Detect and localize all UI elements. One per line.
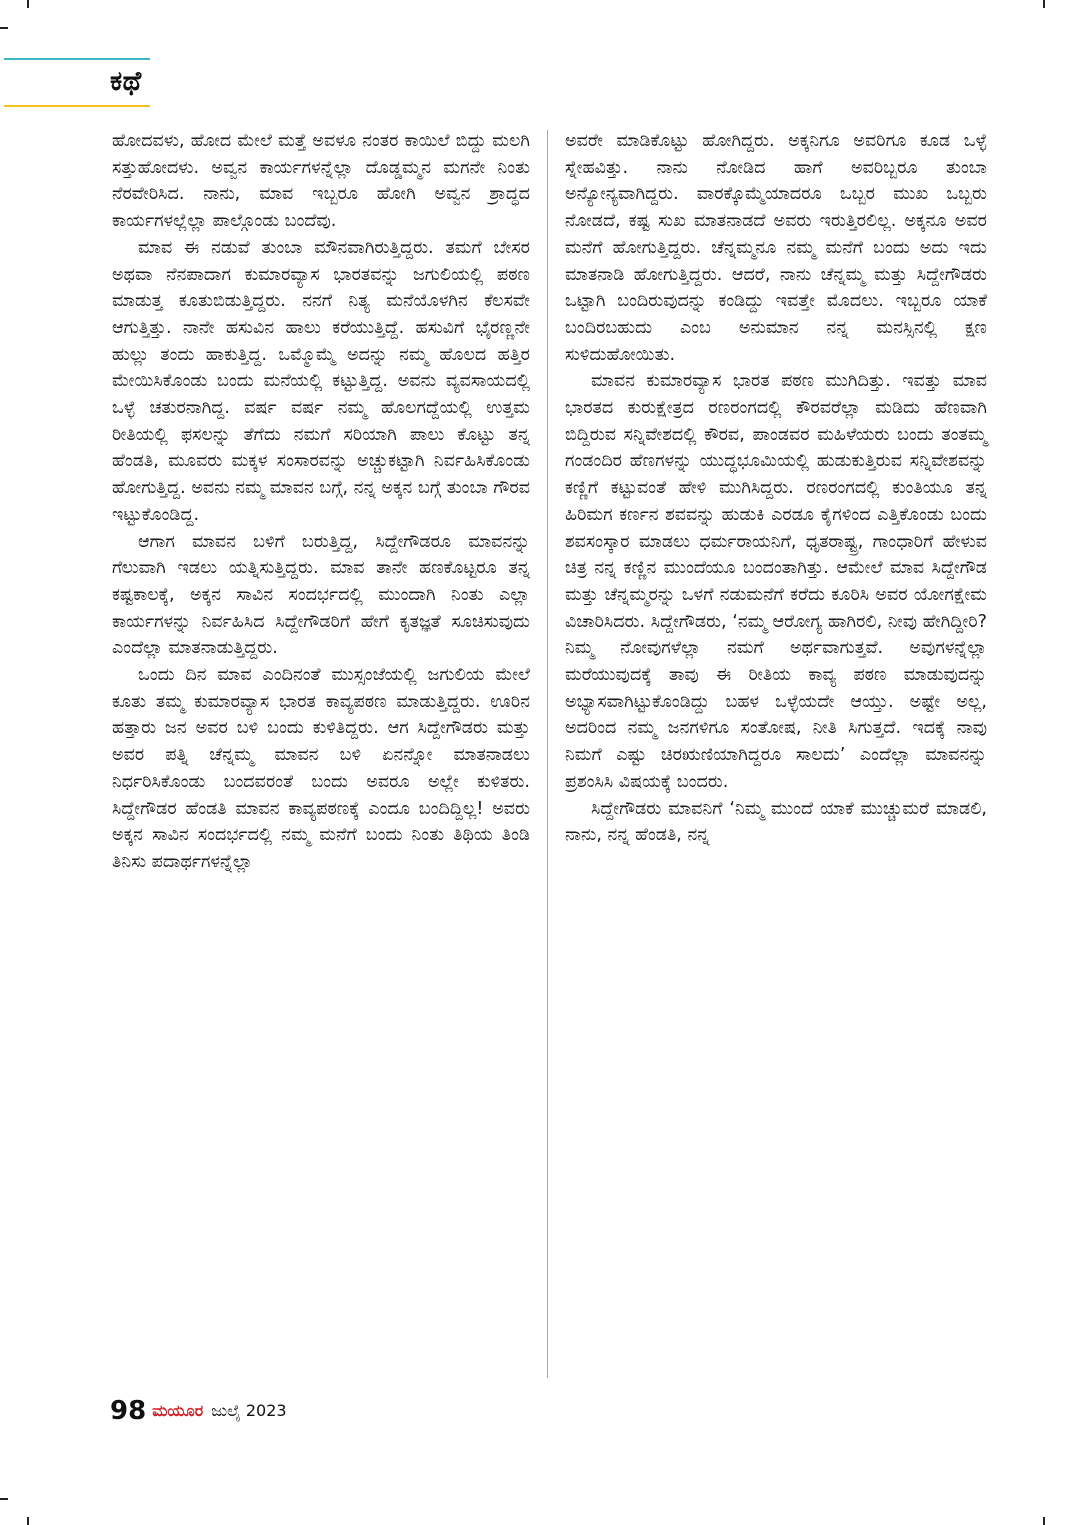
crop-mark [1043, 0, 1045, 8]
left-column [112, 128, 530, 876]
header-rule-top [4, 58, 150, 60]
paragraph: ಅವರೇ ಮಾಡಿಕೊಟ್ಟು ಹೋಗಿದ್ದರು. ಅಕ್ಕನಿಗೂ ಅವರಿಗೂ ಕೂಡ ಒಳ್ಳೆ ಸ್ನೇಹವಿತ್ತು. ನಾನು ನೋಡಿದ ಹಾಗೆ ಅವರಿಬ್ಬರೂ ತುಂಬಾ ಅನ್ಯೋನ್ಯವಾಗಿದ್ದರು. ವಾರಕ್ಕೊಮ್ಮೆಯಾದರೂ ಒಬ್ಬರ ಮುಖ ಒಬ್ಬರು ನೋಡದೆ, ಕಷ್ಟ ಸುಖ ಮಾತನಾಡದೆ ಅವರು ಇರುತ್ತಿರಲಿಲ್ಲ. ಅಕ್ಕನೂ ಅವರ ಮನೆಗೆ ಹೋಗುತ್ತಿದ್ದರು. ಚೆನ್ನಮ್ಮನೂ ನಮ್ಮ ಮನೆಗೆ ಬಂದು ಅದು ಇದು ಮಾತನಾಡಿ ಹೋಗುತ್ತಿದ್ದರು. ಆದರೆ, ನಾನು ಚೆನ್ನಮ್ಮ ಮತ್ತು ಸಿದ್ದೇಗೌಡರು ಒಟ್ಟಾಗಿ ಬಂದಿರುವುದನ್ನು ಕಂಡಿದ್ದು ಇವತ್ತೇ ಮೊದಲು. ಇಬ್ಬರೂ ಯಾಕೆ ಬಂದಿರಬಹುದು ಎಂಬ ಅನುಮಾನ ನನ್ನ ಮನಸ್ಸಿನಲ್ಲಿ ಕ್ಷಣ ಸುಳಿದುಹೋಯಿತು. [565, 131, 987, 365]
page-number: 98 [110, 1396, 147, 1426]
paragraph: ಆಗಾಗ ಮಾವನ ಬಳಿಗೆ ಬರುತ್ತಿದ್ದ, ಸಿದ್ದೇಗೌಡರೂ ಮಾವನನ್ನು ಗೆಲುವಾಗಿ ಇಡಲು ಯತ್ನಿಸುತ್ತಿದ್ದರು. ಮಾವ ತಾನೇ ಹಣಕೊಟ್ಟರೂ ತನ್ನ ಕಷ್ಟಕಾಲಕ್ಕೆ, ಅಕ್ಕನ ಸಾವಿನ ಸಂದರ್ಭದಲ್ಲಿ ಮುಂದಾಗಿ ನಿಂತು ಎಲ್ಲಾ ಕಾರ್ಯಗಳನ್ನು ನಿರ್ವಹಿಸಿದ ಸಿದ್ದೇಗೌಡರಿಗೆ ಹೇಗೆ ಕೃತಜ್ಞತೆ ಸೂಚಿಸುವುದು ಎಂದೆಲ್ಲಾ ಮಾತನಾಡುತ್ತಿದ್ದರು. [112, 531, 530, 659]
crop-mark [0, 27, 8, 29]
section-title: ಕಥೆ [110, 66, 142, 97]
paragraph: ಸಿದ್ದೇಗೌಡರು ಮಾವನಿಗೆ ‘ನಿಮ್ಮ ಮುಂದೆ ಯಾಕೆ ಮುಚ್ಚುಮರೆ ಮಾಡಲಿ, ನಾನು, ನನ್ನ ಹೆಂಡತಿ, ನನ್ನ [565, 798, 987, 846]
header-rule-bottom [4, 105, 150, 107]
page-footer [110, 1396, 287, 1426]
crop-mark [27, 1517, 29, 1525]
crop-mark [0, 1498, 8, 1500]
column-divider [547, 130, 548, 1378]
paragraph: ಒಂದು ದಿನ ಮಾವ ಎಂದಿನಂತೆ ಮುಸ್ಸಂಜೆಯಲ್ಲಿ ಜಗುಲಿಯ ಮೇಲೆ ಕೂತು ತಮ್ಮ ಕುಮಾರವ್ಯಾಸ ಭಾರತ ಕಾವ್ಯಪಠಣ ಮಾಡುತ್ತಿದ್ದರು. ಊರಿನ ಹತ್ತಾರು ಜನ ಅವರ ಬಳಿ ಬಂದು ಕುಳಿತಿದ್ದರು. ಆಗ ಸಿದ್ದೇಗೌಡರು ಮತ್ತು ಅವರ ಪತ್ನಿ ಚೆನ್ನಮ್ಮ ಮಾವನ ಬಳಿ ಏನನ್ನೋ ಮಾತನಾಡಲು ನಿರ್ಧರಿಸಿಕೊಂಡು ಬಂದವರಂತೆ ಬಂದು ಅವರೂ ಅಲ್ಲೇ ಕುಳಿತರು. ಸಿದ್ದೇಗೌಡರ ಹೆಂಡತಿ ಮಾವನ ಕಾವ್ಯಪಠಣಕ್ಕೆ ಎಂದೂ ಬಂದಿದ್ದಿಲ್ಲ! ಅವರು ಅಕ್ಕನ ಸಾವಿನ ಸಂದರ್ಭದಲ್ಲಿ ನಮ್ಮ ಮನೆಗೆ ಬಂದು ನಿಂತು ತಿಥಿಯ ತಿಂಡಿ ತಿನಿಸು ಪದಾರ್ಥಗಳನ್ನೆಲ್ಲಾ [112, 665, 530, 872]
magazine-logo: ಮಯೂರ [152, 1401, 204, 1420]
crop-mark [1043, 1517, 1045, 1525]
issue-date: ಜುಲೈ 2023 [211, 1401, 287, 1420]
paragraph: ಮಾವ ಈ ನಡುವೆ ತುಂಬಾ ಮೌನವಾಗಿರುತ್ತಿದ್ದರು. ತಮಗೆ ಬೇಸರ ಅಥವಾ ನೆನಪಾದಾಗ ಕುಮಾರವ್ಯಾಸ ಭಾರತವನ್ನು ಜಗುಲಿಯಲ್ಲಿ ಪಠಣ ಮಾಡುತ್ತ ಕೂತುಬಿಡುತ್ತಿದ್ದರು. ನನಗೆ ನಿತ್ಯ ಮನೆಯೊಳಗಿನ ಕೆಲಸವೇ ಆಗುತ್ತಿತ್ತು. ನಾನೇ ಹಸುವಿನ ಹಾಲು ಕರೆಯುತ್ತಿದ್ದೆ. ಹಸುವಿಗೆ ಭೈರಣ್ಣನೇ ಹುಲ್ಲು ತಂದು ಹಾಕುತ್ತಿದ್ದ. ಒಮ್ಮೊಮ್ಮೆ ಅದನ್ನು ನಮ್ಮ ಹೊಲದ ಹತ್ತಿರ ಮೇಯಿಸಿಕೊಂಡು ಬಂದು ಮನೆಯಲ್ಲಿ ಕಟ್ಟುತ್ತಿದ್ದ. ಅವನು ವ್ಯವಸಾಯದಲ್ಲಿ ಒಳ್ಳೆ ಚತುರನಾಗಿದ್ದ. ವರ್ಷ ವರ್ಷ ನಮ್ಮ ಹೊಲಗದ್ದೆಯಲ್ಲಿ ಉತ್ತಮ ರೀತಿಯಲ್ಲಿ ಫಸಲನ್ನು ತೆಗೆದು ನಮಗೆ ಸರಿಯಾಗಿ ಪಾಲು ಕೊಟ್ಟು ತನ್ನ ಹೆಂಡತಿ, ಮೂವರು ಮಕ್ಕಳ ಸಂಸಾರವನ್ನು ಅಚ್ಚುಕಟ್ಟಾಗಿ ನಿರ್ವಹಿಸಿಕೊಂಡು ಹೋಗುತ್ತಿದ್ದ. ಅವನು ನಮ್ಮ ಮಾವನ ಬಗ್ಗೆ, ನನ್ನ ಅಕ್ಕನ ಬಗ್ಗೆ ತುಂಬಾ ಗೌರವ ಇಟ್ಟುಕೊಂಡಿದ್ದ. [112, 237, 530, 525]
paragraph: ಮಾವನ ಕುಮಾರವ್ಯಾಸ ಭಾರತ ಪಠಣ ಮುಗಿದಿತ್ತು. ಇವತ್ತು ಮಾವ ಭಾರತದ ಕುರುಕ್ಷೇತ್ರದ ರಣರಂಗದಲ್ಲಿ ಕೌರವರೆಲ್ಲಾ ಮಡಿದು ಹೆಣವಾಗಿ ಬಿದ್ದಿರುವ ಸನ್ನಿವೇಶದಲ್ಲಿ ಕೌರವ, ಪಾಂಡವರ ಮಹಿಳೆಯರು ಬಂದು ತಂತಮ್ಮ ಗಂಡಂದಿರ ಹೆಣಗಳನ್ನು ಯುದ್ಧಭೂಮಿಯಲ್ಲಿ ಹುಡುಕುತ್ತಿರುವ ಸನ್ನಿವೇಶವನ್ನು ಕಣ್ಣಿಗೆ ಕಟ್ಟುವಂತೆ ಹೇಳಿ ಮುಗಿಸಿದ್ದರು. ರಣರಂಗದಲ್ಲಿ ಕುಂತಿಯೂ ತನ್ನ ಹಿರಿಮಗ ಕರ್ಣನ ಶವವನ್ನು ಹುಡುಕಿ ಎರಡೂ ಕೈಗಳಿಂದ ಎತ್ತಿಕೊಂಡು ಬಂದು ಶವಸಂಸ್ಕಾರ ಮಾಡಲು ಧರ್ಮರಾಯನಿಗೆ, ಧೃತರಾಷ್ಟ್ರ, ಗಾಂಧಾರಿಗೆ ಹೇಳುವ ಚಿತ್ರ ನನ್ನ ಕಣ್ಣಿನ ಮುಂದೆಯೂ ಬಂದಂತಾಗಿತ್ತು. ಆಮೇಲೆ ಮಾವ ಸಿದ್ದೇಗೌಡ ಮತ್ತು ಚೆನ್ನಮ್ಮರನ್ನು ಒಳಗೆ ನಡುಮನೆಗೆ ಕರೆದು ಕೂರಿಸಿ ಅವರ ಯೋಗಕ್ಷೇಮ ವಿಚಾರಿಸಿದರು. ಸಿದ್ದೇಗೌಡರು, ‘ನಮ್ಮ ಆರೋಗ್ಯ ಹಾಗಿರಲಿ, ನೀವು ಹೇಗಿದ್ದೀರಿ? ನಿಮ್ಮ ನೋವುಗಳೆಲ್ಲಾ ನಮಗೆ ಅರ್ಥವಾಗುತ್ತವೆ. ಅವುಗಳನ್ನೆಲ್ಲಾ ಮರೆಯುವುದಕ್ಕೆ ತಾವು ಈ ರೀತಿಯ ಕಾವ್ಯ ಪಠಣ ಮಾಡುವುದನ್ನು ಅಭ್ಯಾಸವಾಗಿಟ್ಟುಕೊಂಡಿದ್ದು ಬಹಳ ಒಳ್ಳೆಯದೇ ಆಯ್ತು. ಅಷ್ಟೇ ಅಲ್ಲ, ಅದರಿಂದ ನಮ್ಮ ಜನಗಳಿಗೂ ಸಂತೋಷ, ನೀತಿ ಸಿಗುತ್ತದೆ. ಇದಕ್ಕೆ ನಾವು ನಿಮಗೆ ಎಷ್ಟು ಚಿರಋಣಿಯಾಗಿದ್ದರೂ ಸಾಲದು’ ಎಂದೆಲ್ಲಾ ಮಾವನನ್ನು ಪ್ರಶಂಸಿಸಿ ವಿಷಯಕ್ಕೆ ಬಂದರು. [565, 371, 987, 792]
right-column [565, 128, 987, 849]
paragraph: ಹೋದವಳು, ಹೋದ ಮೇಲೆ ಮತ್ತೆ ಅವಳೂ ನಂತರ ಕಾಯಿಲೆ ಬಿದ್ದು ಮಲಗಿ ಸತ್ತುಹೋದಳು. ಅವ್ವನ ಕಾರ್ಯಗಳನ್ನೆಲ್ಲಾ ದೊಡ್ಡಮ್ಮನ ಮಗನೇ ನಿಂತು ನೆರವೇರಿಸಿದ. ನಾನು, ಮಾವ ಇಬ್ಬರೂ ಹೋಗಿ ಅವ್ವನ ಶ್ರಾದ್ಧದ ಕಾರ್ಯಗಳಲ್ಲೆಲ್ಲಾ ಪಾಲ್ಗೊಂಡು ಬಂದೆವು. [112, 131, 530, 232]
crop-mark [27, 0, 29, 8]
